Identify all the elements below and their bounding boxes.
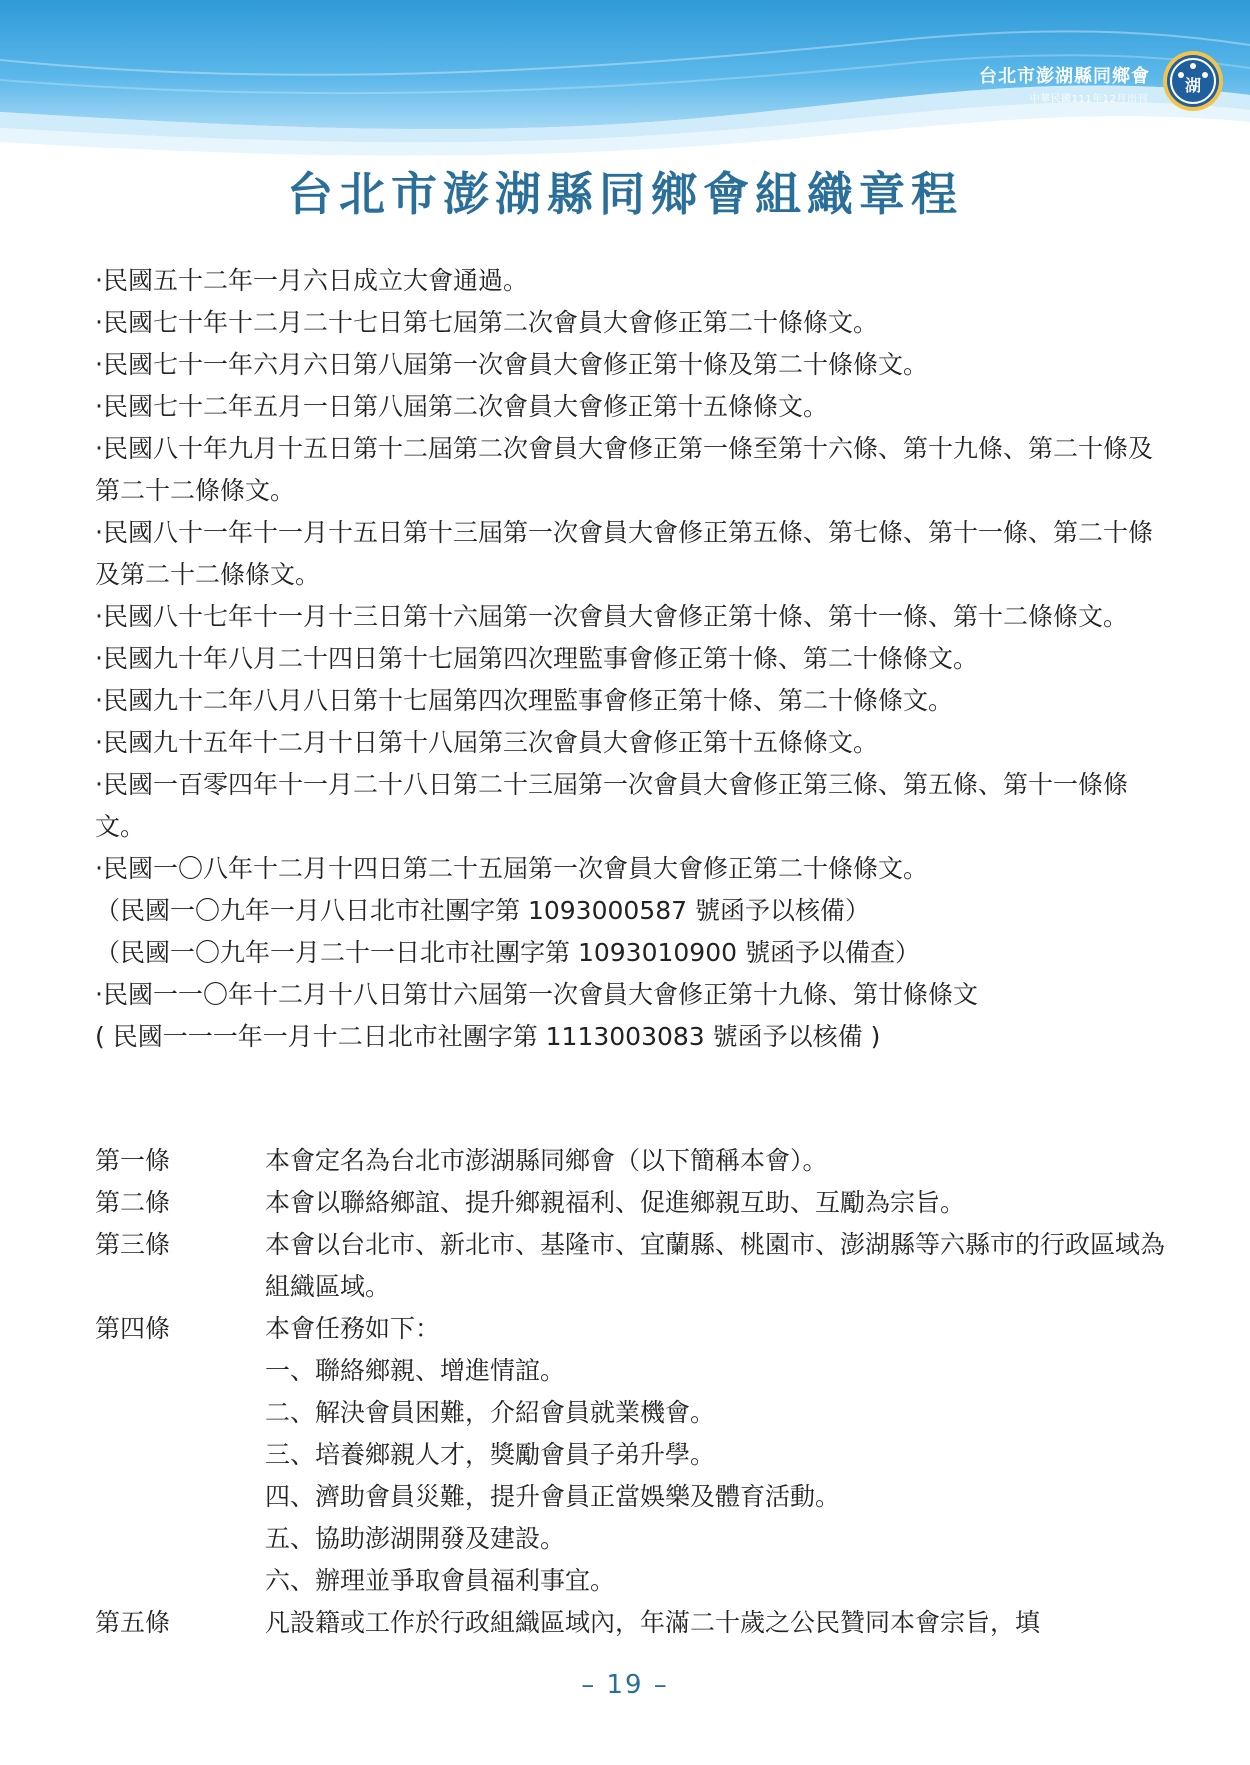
article-4 — [95, 1308, 1165, 1602]
article-3 — [95, 1224, 1165, 1308]
article-number: 第三條 — [95, 1230, 171, 1259]
history-item: ‧民國八十七年十一月十三日第十六屆第一次會員大會修正第十條、第十一條、第十二條條文。 — [95, 602, 1128, 631]
task-item: 四、濟助會員災難，提升會員正當娛樂及體育活動。 — [265, 1482, 841, 1511]
revision-history — [95, 260, 1165, 1058]
page-number: – 19 – — [581, 1670, 669, 1700]
history-item: （民國一〇九年一月二十一日北市社團字第 1093010900 號函予以備查） — [95, 938, 920, 967]
article-number: 第一條 — [95, 1146, 171, 1175]
articles-section — [95, 1140, 1165, 1644]
association-logo-icon — [1162, 50, 1224, 112]
document-title: 台北市澎湖縣同鄉會組織章程 — [287, 167, 963, 221]
history-item: （民國一〇九年一月八日北市社團字第 1093000587 號函予以核備） — [95, 896, 870, 925]
history-item: ‧民國九十五年十二月十日第十八屆第三次會員大會修正第十五條條文。 — [95, 728, 878, 757]
history-item: ‧民國七十二年五月一日第八屆第二次會員大會修正第十五條條文。 — [95, 392, 828, 421]
article-text: 本會定名為台北市澎湖縣同鄉會（以下簡稱本會）。 — [265, 1146, 828, 1175]
article-text: 本會以台北市、新北市、基隆市、宜蘭縣、桃園市、澎湖縣等六縣市的行政區域為組織區域。 — [265, 1230, 1166, 1301]
history-item: ‧民國八十年九月十五日第十二屆第二次會員大會修正第一條至第十六條、第十九條、第二十條及第二十二條條文。 — [95, 434, 1153, 505]
logo-text: 湖 — [1184, 76, 1202, 95]
task-item: 三、培養鄉親人才，獎勵會員子弟升學。 — [265, 1440, 716, 1469]
task-item: 二、解決會員困難，介紹會員就業機會。 — [265, 1398, 716, 1427]
history-item: ‧民國一一〇年十二月十八日第廿六屆第一次會員大會修正第十九條、第廿條條文 — [95, 980, 978, 1009]
article-text: 本會以聯絡鄉誼、提升鄉親福利、促進鄉親互助、互勵為宗旨。 — [265, 1188, 966, 1217]
history-item: ‧民國七十年十二月二十七日第七屆第二次會員大會修正第二十條條文。 — [95, 308, 878, 337]
task-item: 一、聯絡鄉親、增進情誼。 — [265, 1356, 566, 1385]
history-item: ‧民國九十二年八月八日第十七屆第四次理監事會修正第十條、第二十條條文。 — [95, 686, 953, 715]
organization-name: 台北市澎湖縣同鄉會 — [979, 66, 1150, 87]
history-item: ‧民國八十一年十一月十五日第十三屆第一次會員大會修正第五條、第七條、第十一條、第二十條及第二十二條條文。 — [95, 518, 1153, 589]
history-item: ‧民國五十二年一月六日成立大會通過。 — [95, 266, 528, 295]
article-5 — [95, 1602, 1165, 1644]
article-text: 凡設籍或工作於行政組織區域內，年滿二十歲之公民贊同本會宗旨，填 — [265, 1608, 1041, 1637]
history-item: ‧民國七十一年六月六日第八屆第一次會員大會修正第十條及第二十條條文。 — [95, 350, 928, 379]
history-item: ‧民國九十年八月二十四日第十七屆第四次理監事會修正第十條、第二十條條文。 — [95, 644, 978, 673]
article-number: 第四條 — [95, 1314, 171, 1343]
article-body — [265, 1308, 1165, 1602]
task-item: 六、辦理並爭取會員福利事宜。 — [265, 1566, 616, 1595]
issue-date: 中華民國111年12月出刊 — [1029, 94, 1148, 105]
history-item: ( 民國一一一年一月十二日北市社團字第 1113003083 號函予以核備 ) — [95, 1022, 881, 1051]
article-text: 本會任務如下： — [265, 1314, 441, 1343]
article-2 — [95, 1182, 1165, 1224]
article-number: 第二條 — [95, 1188, 171, 1217]
history-item: ‧民國一〇八年十二月十四日第二十五屆第一次會員大會修正第二十條條文。 — [95, 854, 928, 883]
article-number: 第五條 — [95, 1608, 171, 1637]
task-item: 五、協助澎湖開發及建設。 — [265, 1524, 566, 1553]
article-1 — [95, 1140, 1165, 1182]
history-item: ‧民國一百零四年十一月二十八日第二十三屆第一次會員大會修正第三條、第五條、第十一條條文。 — [95, 770, 1128, 841]
